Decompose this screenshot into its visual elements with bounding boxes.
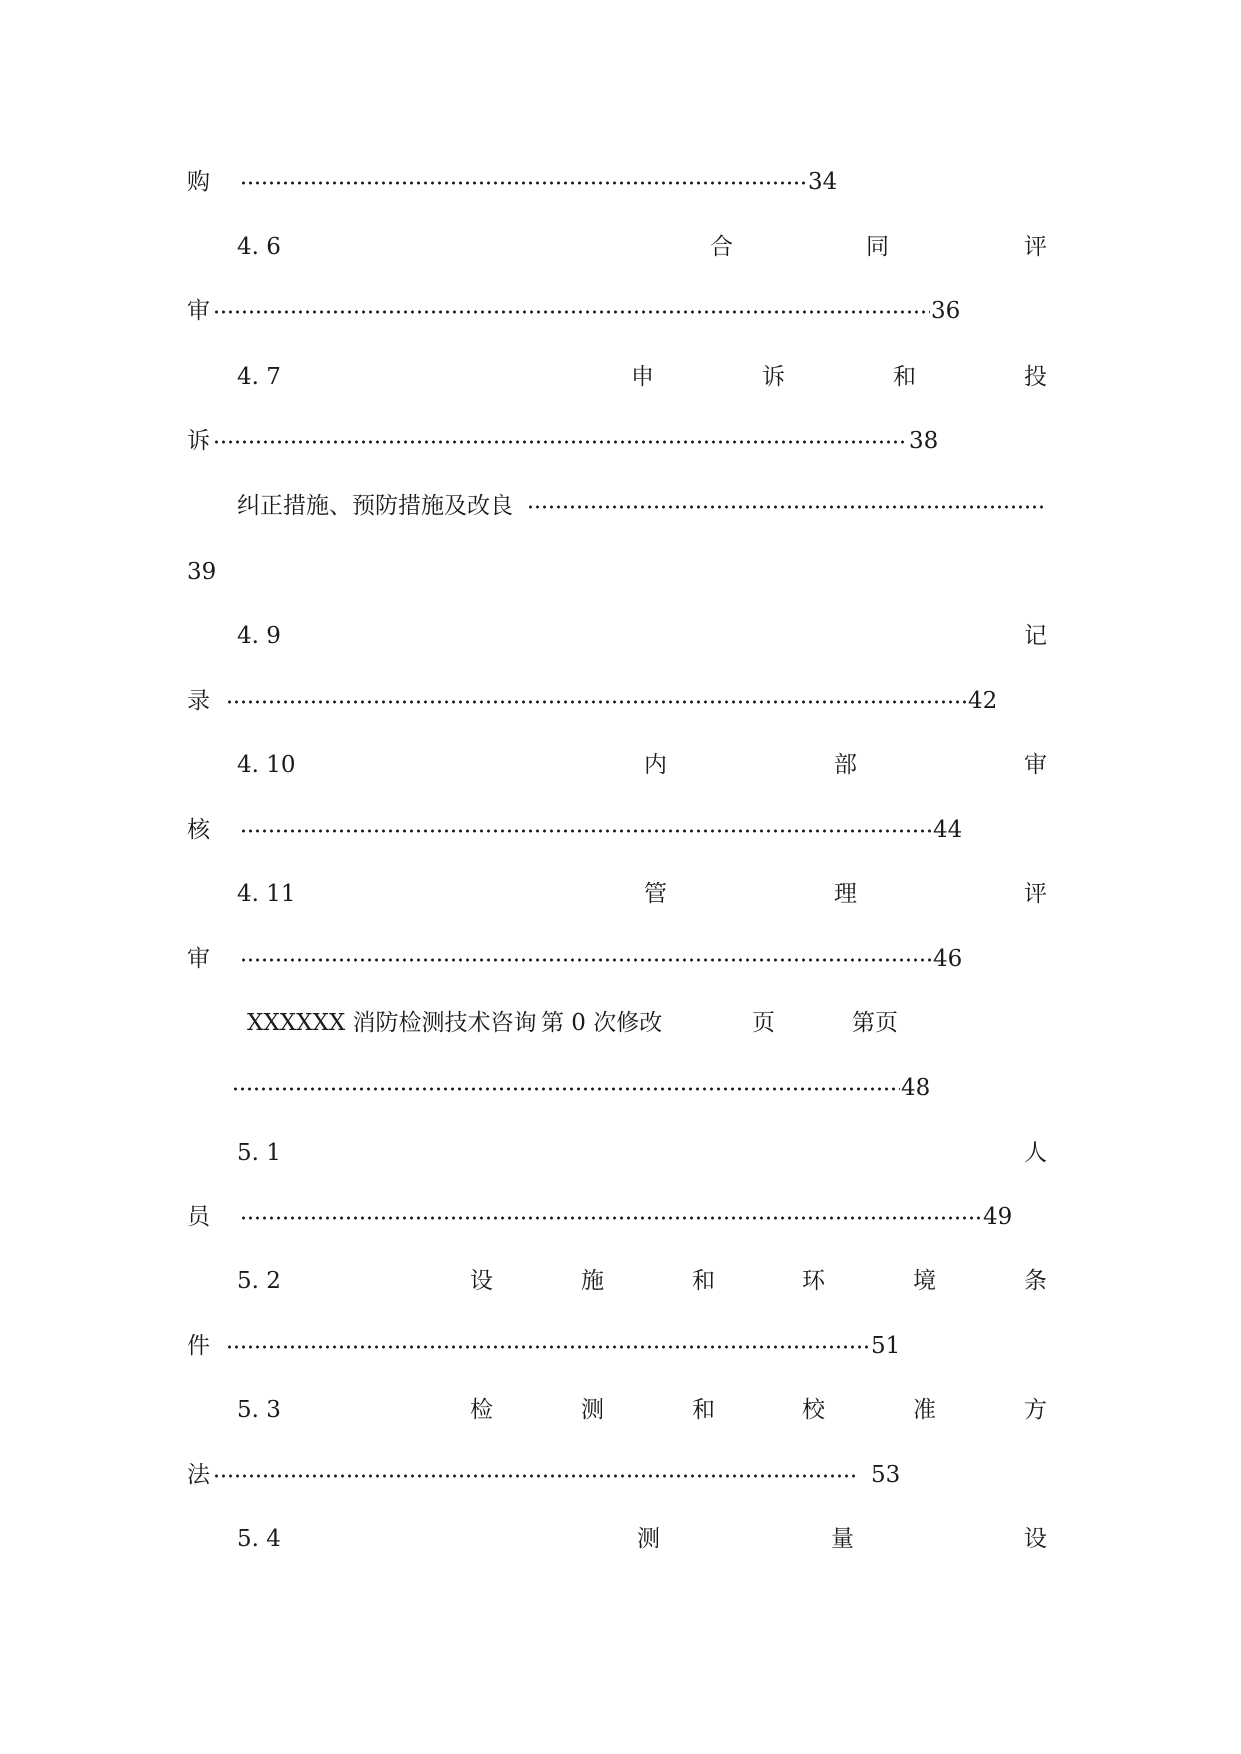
toc-page-number: 36 [931,298,961,324]
toc-title-char: 内 [644,752,667,778]
header-pages-label: 页 [752,1010,775,1036]
toc-title-char: 申 [631,364,654,390]
toc-title-char: 评 [1024,234,1047,260]
toc-title-char: 件 [187,1333,210,1359]
toc-section-number: 5. 4 [237,1526,281,1552]
toc-section-number: 4. 7 [237,364,281,390]
toc-title-char: 记 [1024,623,1047,649]
toc-title-char: 和 [893,364,916,390]
toc-title-char: 检 [470,1397,493,1423]
toc-leader-dots [226,700,967,704]
toc-page-number: 39 [187,559,217,585]
toc-title-char: 设 [1024,1526,1047,1552]
toc-page-number: 42 [968,688,998,714]
toc-title-char: 部 [834,752,857,778]
toc-title-char: 法 [187,1462,210,1488]
toc-title: 纠正措施、预防措施及改良 [237,493,513,519]
toc-title-char: 校 [802,1397,825,1423]
toc-leader-dots [213,310,930,314]
toc-title-char: 环 [802,1268,825,1294]
toc-leader-dots [232,1087,900,1091]
toc-page-number: 44 [933,817,963,843]
toc-title-char: 审 [187,946,210,972]
toc-page-number: 53 [871,1462,901,1488]
toc-leader-dots [226,1345,870,1349]
toc-title-char: 诉 [187,428,210,454]
toc-page-number: 34 [808,169,838,195]
toc-section-number: 5. 1 [237,1140,281,1166]
toc-leader-dots [213,1474,857,1478]
toc-title-fragment: 购 [187,169,210,195]
toc-section-number: 4. 10 [237,752,296,778]
toc-section-number: 4. 9 [237,623,281,649]
toc-title-char: 审 [1024,752,1047,778]
toc-section-number: 5. 3 [237,1397,281,1423]
toc-title-char: 理 [834,881,857,907]
toc-title-char: 施 [581,1268,604,1294]
toc-title-char: 量 [831,1526,854,1552]
toc-section-number: 4. 6 [237,234,281,260]
toc-page-number: 46 [933,946,963,972]
toc-page-number: 38 [909,428,939,454]
header-page-label: 第页 [852,1010,898,1036]
toc-title-char: 条 [1024,1268,1047,1294]
toc-section-number: 4. 11 [237,881,296,907]
toc-title-char: 管 [644,881,667,907]
toc-leader-dots [527,505,1047,509]
toc-title-char: 人 [1024,1140,1047,1166]
toc-leader-dots [240,829,932,833]
toc-title-char: 设 [470,1268,493,1294]
toc-page-number: 48 [901,1075,931,1101]
toc-title-char: 和 [692,1397,715,1423]
toc-title-char: 合 [710,234,733,260]
toc-title-char: 诉 [762,364,785,390]
toc-leader-dots [240,958,932,962]
toc-leader-dots [240,1216,982,1220]
toc-title-char: 测 [637,1526,660,1552]
toc-title-char: 同 [866,234,889,260]
toc-title-char: 评 [1024,881,1047,907]
toc-title-char: 员 [187,1204,210,1230]
toc-title-char: 录 [187,688,210,714]
toc-section-number: 5. 2 [237,1268,281,1294]
toc-leader-dots [240,181,807,185]
toc-title-char: 准 [913,1397,936,1423]
toc-title-char: 投 [1024,364,1047,390]
header-company: XXXXXX 消防检测技术咨询 [247,1010,537,1036]
toc-title-char: 和 [692,1268,715,1294]
toc-title-char: 境 [913,1268,936,1294]
toc-title-char: 方 [1024,1397,1047,1423]
toc-title-char: 审 [187,298,210,324]
toc-title-char: 核 [187,817,210,843]
toc-leader-dots [213,440,908,444]
toc-page-number: 51 [871,1333,901,1359]
toc-page-number: 49 [983,1204,1013,1230]
header-revision: 第 0 次修改 [541,1010,663,1036]
toc-title-char: 测 [581,1397,604,1423]
